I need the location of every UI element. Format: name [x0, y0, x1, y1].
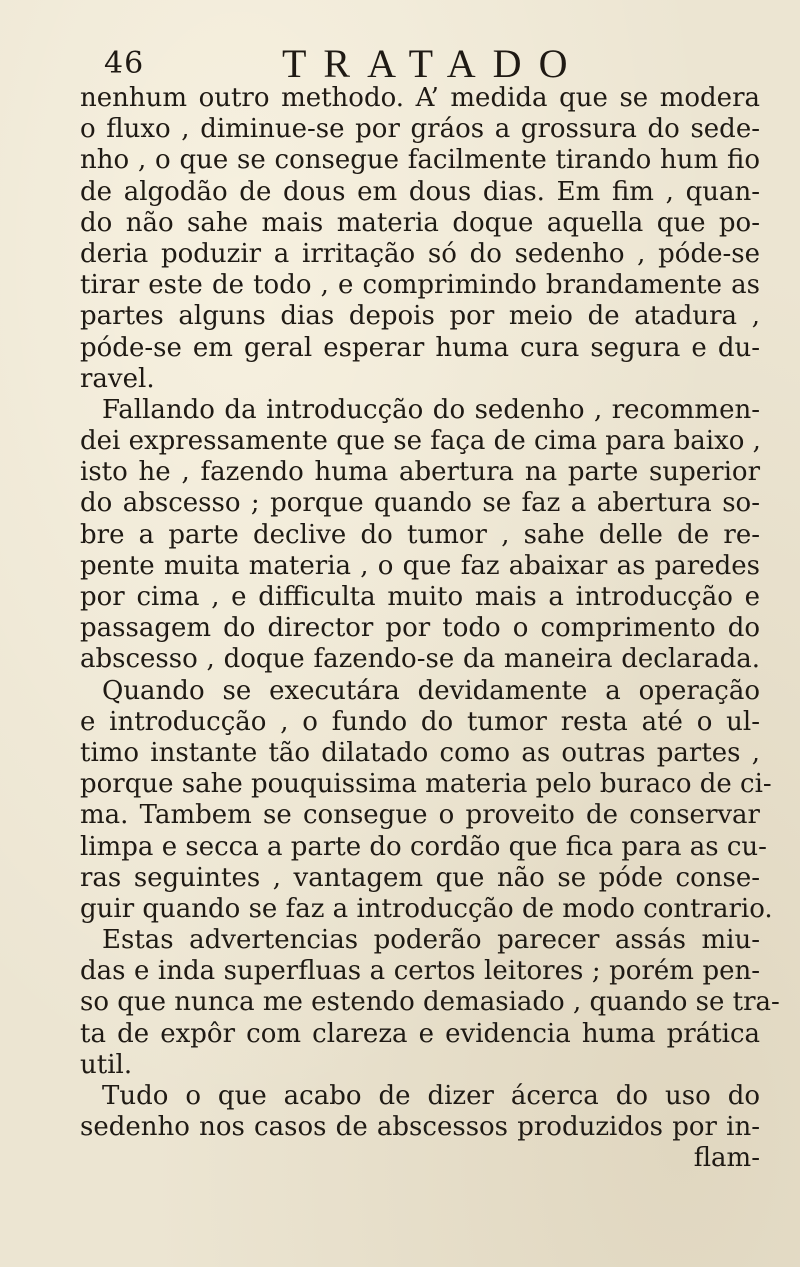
- text-line: Fallando da introducção do sedenho , recommen-: [102, 394, 760, 425]
- text-line: nho , o que se consegue facilmente tirando hum fio: [80, 145, 760, 176]
- text-line: abscesso , doque fazendo-se da maneira declarada.: [80, 644, 760, 675]
- text-line: póde-se em geral esperar huma cura segura e du-: [80, 332, 760, 363]
- text-line: flam-: [693, 1143, 760, 1174]
- text-line: Estas advertencias poderão parecer assás miu-: [102, 925, 760, 956]
- text-line: Quando se executára devidamente a operação: [102, 675, 760, 706]
- text-line: o fluxo , diminue-se por gráos a grossura do sede-: [80, 114, 760, 145]
- text-line: timo instante tão dilatado como as outras partes ,: [80, 737, 760, 768]
- text-line: bre a parte declive do tumor , sahe delle de re-: [80, 519, 760, 550]
- text-line: e introducção , o fundo do tumor resta até o ul-: [80, 706, 760, 737]
- text-line: tirar este de todo , e comprimindo brandamente as: [80, 270, 760, 301]
- text-line: guir quando se faz a introducção de modo contrario.: [80, 893, 773, 924]
- text-line: ma. Tambem se consegue o proveito de conservar: [80, 800, 760, 831]
- text-line: passagem do director por todo o comprimento do: [80, 613, 760, 644]
- text-line: Tudo o que acabo de dizer ácerca do uso do: [102, 1081, 760, 1111]
- running-title: TRATADO: [282, 41, 585, 86]
- text-line: nenhum outro methodo. A’ medida que se modera: [80, 83, 760, 113]
- text-line: sedenho nos casos de abscessos produzidos por in-: [80, 1112, 760, 1143]
- text-line: limpa e secca a parte do cordão que fica para as cu-: [80, 831, 767, 862]
- text-line: do abscesso ; porque quando se faz a abertura so-: [80, 488, 760, 519]
- text-line: isto he , fazendo huma abertura na parte superior: [80, 457, 760, 488]
- page-number: 46: [104, 46, 145, 81]
- text-line: de algodão de dous em dous dias. Em fim , quan-: [80, 176, 760, 207]
- text-line: das e inda superfluas a certos leitores ; porém pen-: [80, 956, 760, 987]
- text-line: do não sahe mais materia doque aquella que po-: [80, 207, 760, 238]
- text-line: porque sahe pouquissima materia pelo buraco de ci-: [80, 769, 772, 800]
- text-line: ta de expôr com clareza e evidencia huma prática: [80, 1018, 760, 1049]
- text-line: por cima , e difficulta muito mais a introducção e: [80, 582, 760, 612]
- text-line: deria poduzir a irritação só do sedenho , póde-se: [80, 238, 760, 269]
- body-text: [80, 83, 780, 1175]
- text-line: so que nunca me estendo demasiado , quando se tra-: [80, 987, 780, 1018]
- text-line: partes alguns dias depois por meio de atadura ,: [80, 301, 760, 332]
- text-line: util.: [80, 1049, 133, 1080]
- text-line: ravel.: [80, 363, 155, 394]
- text-line: dei expressamente que se faça de cima para baixo ,: [80, 426, 761, 457]
- text-line: ras seguintes , vantagem que não se póde conse-: [80, 862, 760, 893]
- text-line: pente muita materia , o que faz abaixar as paredes: [80, 550, 760, 581]
